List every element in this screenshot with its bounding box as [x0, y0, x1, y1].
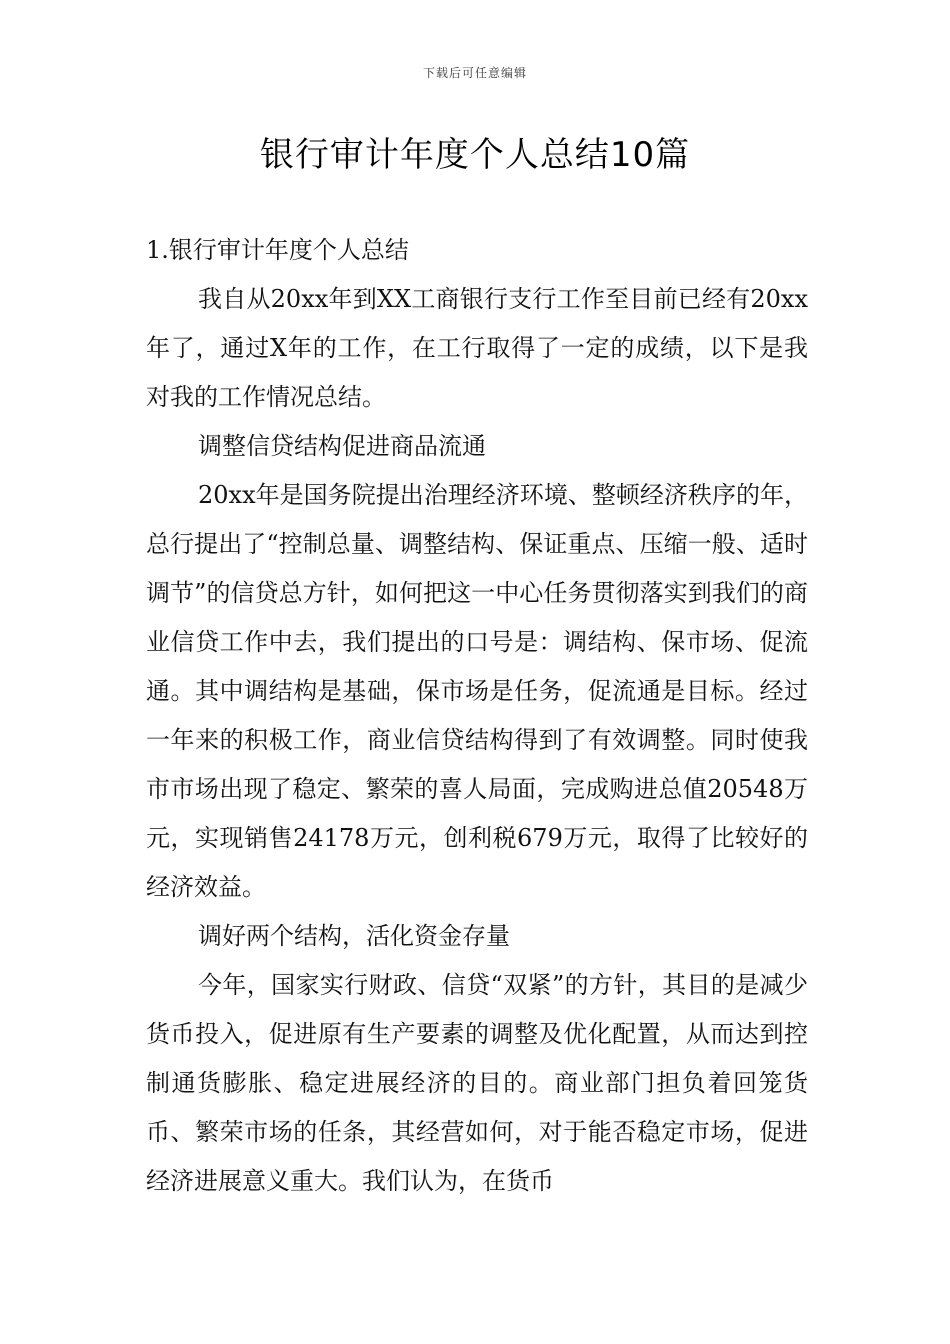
header-note: 下载后可任意编辑	[422, 66, 527, 80]
document-title: 银行审计年度个人总结10篇	[259, 135, 691, 175]
paragraph-intro: 我自从20xx年到XX工商银行支行工作至目前已经有20xx年了，通过X年的工作，在工行取得了一定的成绩，以下是我对我的工作情况总结。	[146, 285, 808, 411]
paragraph-capital-stock: 今年，国家实行财政、信贷“双紧”的方针，其目的是减少货币投入，促进原有生产要素的调整及优化配置，从而达到控制通货膨胀、稳定进展经济的目的。商业部门担负着回笼货币、繁荣市场的任条，其经营如何，对于能否稳定市场，促进经济进展意义重大。我们认为，在货币	[146, 971, 808, 1195]
section-heading: 1.银行审计年度个人总结	[146, 236, 409, 264]
document-body	[146, 226, 808, 1206]
subheading-capital-stock: 调好两个结构，活化资金存量	[198, 922, 510, 950]
paragraph-credit-structure: 20xx年是国务院提出治理经济环境、整顿经济秩序的年，总行提出了“控制总量、调整结构、保证重点、压缩一般、适时调节”的信贷总方针，如何把这一中心任务贯彻落实到我们的商业信贷工作中去，我们提出的口号是：调结构、保市场、促流通。其中调结构是基础，保市场是任务，促流通是目标。经过一年来的积极工作，商业信贷结构得到了有效调整。同时使我市市场出现了稳定、繁荣的喜人局面，完成购进总值20548万元，实现销售24178万元，创利税679万元，取得了比较好的经济效益。	[146, 481, 808, 901]
subheading-credit-structure: 调整信贷结构促进商品流通	[198, 432, 486, 460]
